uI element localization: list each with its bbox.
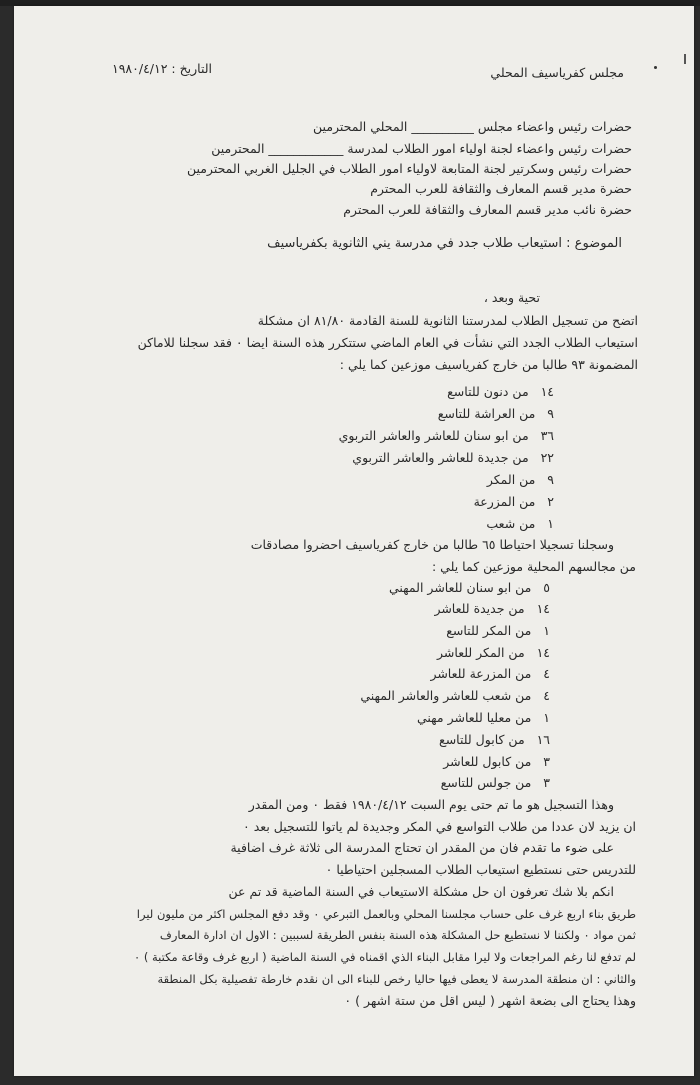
list-item [443,753,550,771]
list-origin: من جديدة للعاشر والعاشر التربوي [352,450,529,465]
body-line: والثاني : ان منطقة المدرسة لا يعطى فيها حاليا رخص للبناء الى ان نقدم خارطة تفصيلية بكل المنطقة [157,972,636,986]
list-count: ٣ [543,775,550,790]
list-origin: من كابول للتاسع [439,732,525,747]
list-count: ٩ [547,406,554,421]
list-count: ١٦ [536,732,550,747]
list-origin: من شعب [486,516,536,531]
list-count: ١٤ [536,601,550,616]
council-name: مجلس كفرياسيف المحلي [490,65,624,80]
addressee-line: حضرات رئيس وسكرتير لجنة المتابعة لاولياء امور الطلاب في الجليل الغربي المحترمين [186,161,632,176]
list-item [339,427,554,445]
list-item [486,515,554,533]
addressee-line: حضرات رئيس واعضاء مجلس __________ المحلي المحترمين [313,119,632,134]
list-item [441,774,550,792]
corner-mark [684,54,686,64]
list-origin: من المزرعة للعاشر [430,666,532,681]
intro-line: اتضح من تسجيل الطلاب لمدرستنا الثانوية للسنة القادمة ٨١/٨٠ ان مشكلة [257,313,638,328]
list-item [439,731,550,749]
letter-subject: الموضوع : استيعاب طلاب جدد في مدرسة يني الثانوية بكفرياسيف [267,236,622,251]
body-line: ان يزيد لان عددا من طلاب التواسع في المكر وجديدة لم ياتوا للتسجيل بعد ٠ [243,819,636,834]
list-item [438,405,554,423]
body-line: طريق بناء اربع غرف على حساب مجلسنا المحلي وبالعمل التبرعي ٠ وقد دفع المجلس اكثر من مليون ليرا [136,907,636,921]
intro-line: المضمونة ٩٣ طالبا من خارج كفرياسيف موزعين كما يلي : [339,357,638,372]
list-count: ٩ [547,472,554,487]
addressee-line: حضرة نائب مدير قسم المعارف والثقافة للعرب المحترم [343,202,632,217]
list-count: ١ [543,623,550,638]
body-line: على ضوء ما تقدم فان من المقدر ان تحتاج المدرسة الى ثلاثة غرف اضافية [230,840,614,855]
list-count: ١٤ [536,645,550,660]
list-origin: من كابول للعاشر [443,754,532,769]
list-item [474,493,554,511]
reserve-line: وسجلنا تسجيلا احتياطا ٦٥ طالبا من خارج كفرياسيف احضروا مصادقات [250,537,614,552]
list-item [430,665,550,683]
list-count: ٤ [543,688,550,703]
reserve-line: من مجالسهم المحلية موزعين كما يلي : [431,559,636,574]
list-item [447,383,554,401]
list-origin: من شعب للعاشر والعاشر المهني [360,688,532,703]
addressee-line: حضرات رئيس واعضاء لجنة اولياء امور الطلاب لمدرسة ____________ المحترمين [211,141,632,156]
body-line: وهذا يحتاج الى بضعة اشهر ( ليس اقل من ستة اشهر ) ٠ [344,993,636,1008]
intro-line: استيعاب الطلاب الجدد التي نشأت في العام الماضي ستتكرر هذه السنة ايضا ٠ فقد سجلنا للاماكن [137,335,638,350]
body-line: لم تدفع لنا رغم المراجعات ولا ليرا مقابل البناء الذي اقمناه في السنة الماضية ( اربع غرف وقاعة مكتبة ) ٠ [134,950,636,964]
list-origin: من معليا للعاشر مهني [416,710,532,725]
list-item [352,449,554,467]
letter-date: التاريخ : ١٩٨٠/٤/١٢ [112,61,213,76]
body-line: للتدريس حتى نستطيع استيعاب الطلاب المسجلين احتياطيا ٠ [325,862,636,877]
list-item [437,644,550,662]
list-origin: من العراشة للتاسع [437,406,536,421]
list-item [360,687,550,705]
list-count: ٣٦ [540,428,554,443]
list-origin: من المكر للتاسع [446,623,532,638]
body-line: ثمن مواد ٠ ولكننا لا نستطيع حل المشكلة هذه السنة بنفس الطريقة لسببين : الاول ان ادارة المعارف [159,928,636,942]
list-item [446,622,550,640]
list-origin: من جديدة للعاشر [434,601,525,616]
list-count: ٢ [547,494,554,509]
list-count: ١٤ [540,384,554,399]
list-count: ٤ [543,666,550,681]
list-origin: من المكر للعاشر [437,645,525,660]
list-item [389,579,550,597]
body-line: انكم بلا شك تعرفون ان حل مشكلة الاستيعاب في السنة الماضية قد تم عن [228,884,614,899]
addressee-line: حضرة مدير قسم المعارف والثقافة للعرب المحترم [370,181,632,196]
list-item [434,600,550,618]
list-origin: من ابو سنان للعاشر والعاشر التربوي [338,428,529,443]
list-count: ٣ [543,754,550,769]
list-count: ١ [547,516,554,531]
list-origin: من جولس للتاسع [440,775,532,790]
list-count: ١ [543,710,550,725]
greeting: تحية وبعد ، [483,290,540,305]
list-item [417,709,550,727]
list-origin: من المكر [486,472,536,487]
body-line: وهذا التسجيل هو ما تم حتى يوم السبت ١٩٨٠/٤/١٢ فقط ٠ ومن المقدر [248,797,614,812]
list-count: ٥ [543,580,550,595]
list-origin: من دنون للتاسع [447,384,529,399]
header-dot [654,66,657,69]
list-origin: من المزرعة [473,494,536,509]
list-item [487,471,554,489]
list-origin: من ابو سنان للعاشر المهني [388,580,532,595]
list-count: ٢٢ [540,450,554,465]
